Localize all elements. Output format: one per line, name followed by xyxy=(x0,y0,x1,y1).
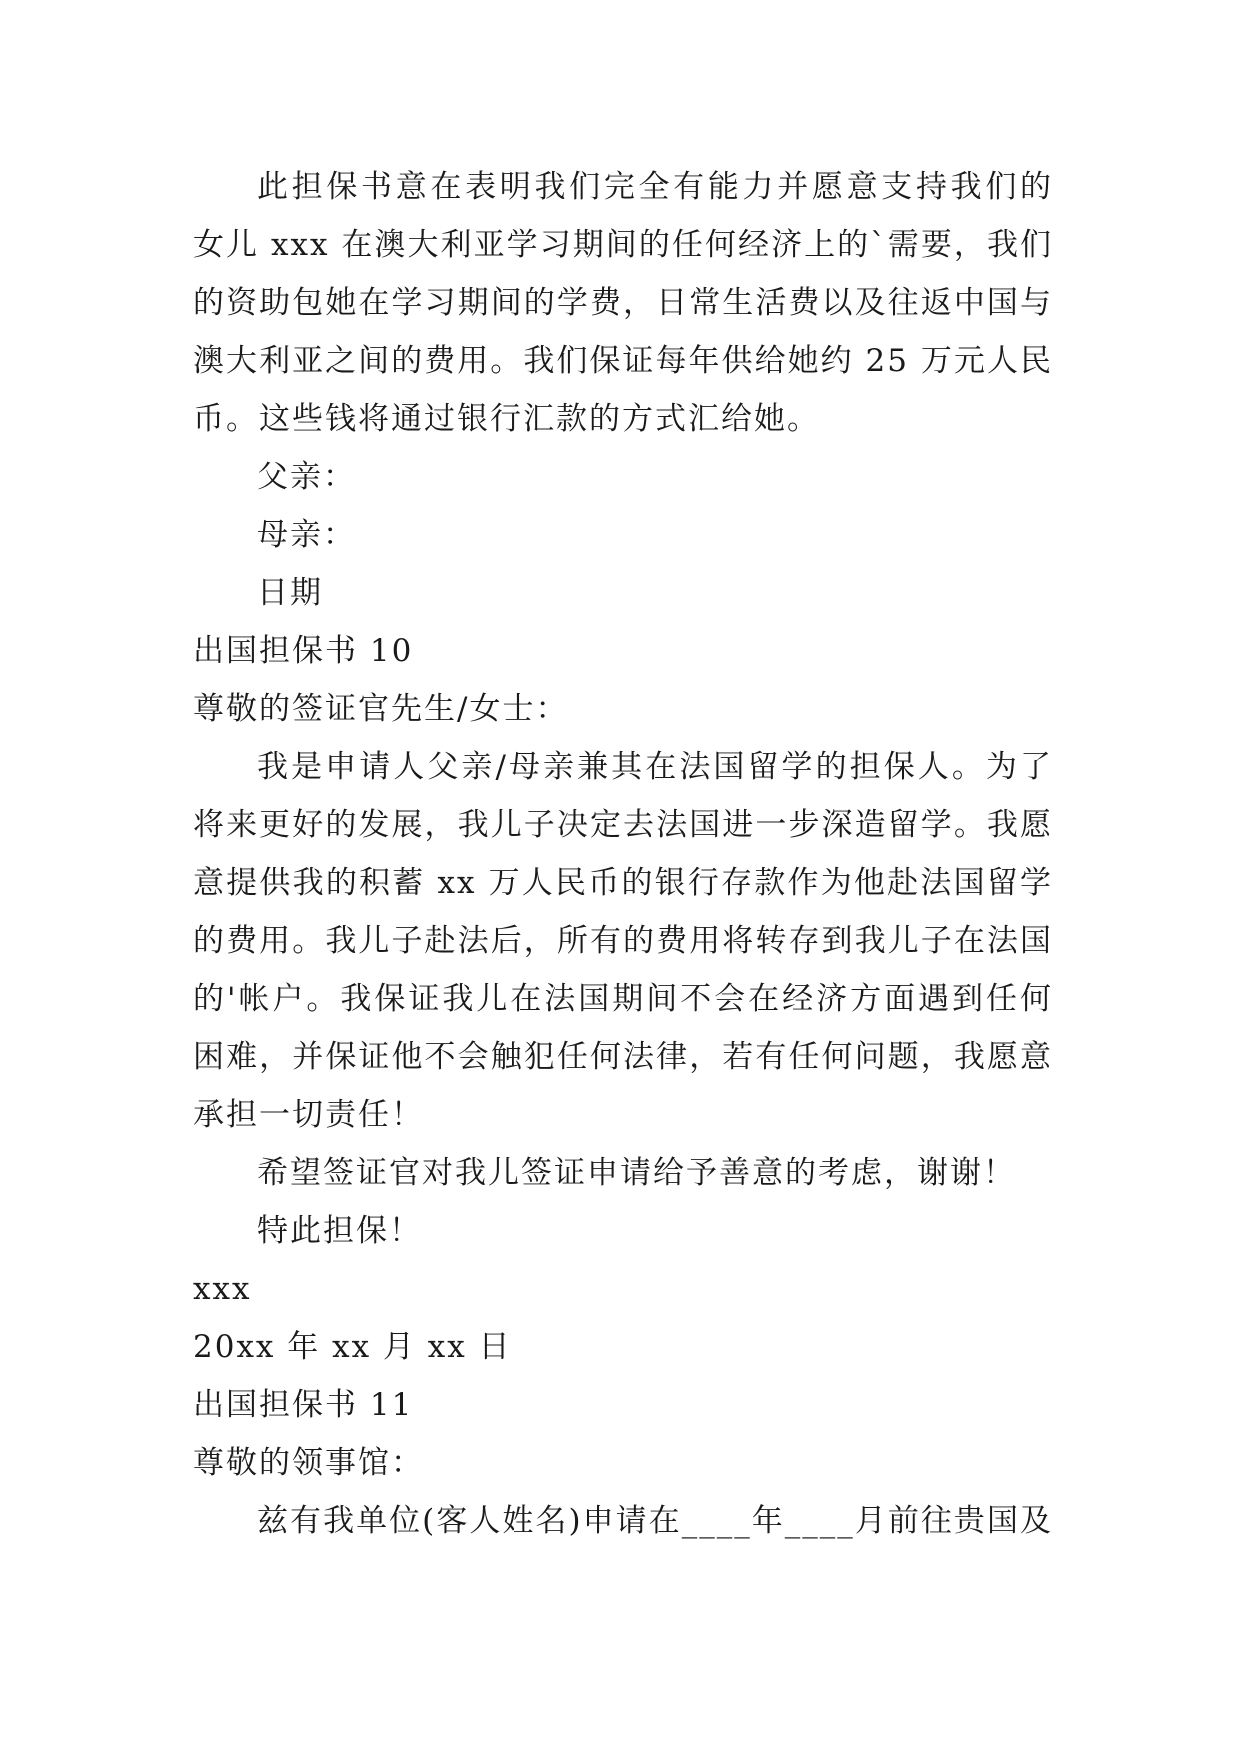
signer-name: xxx xyxy=(193,1271,252,1307)
signature-date: 20xx 年 xx 月 xx 日 xyxy=(193,1329,512,1365)
paragraph-line: 此担保书意在表明我们完全有能力并愿意支持我们的 xyxy=(257,169,1053,205)
paragraph-line: 困难，并保证他不会触犯任何法律，若有任何问题，我愿意 xyxy=(193,1039,1053,1075)
paragraph-line: 我是申请人父亲/母亲兼其在法国留学的担保人。为了 xyxy=(257,749,1053,785)
paragraph-line: 将来更好的发展，我儿子决定去法国进一步深造留学。我愿 xyxy=(193,807,1053,843)
document-body xyxy=(193,158,1053,1550)
salutation: 尊敬的领事馆： xyxy=(193,1445,424,1481)
paragraph-line: 的资助包她在学习期间的学费，日常生活费以及往返中国与 xyxy=(193,285,1053,321)
section-title: 出国担保书 10 xyxy=(193,633,414,669)
paragraph-line: 澳大利亚之间的费用。我们保证每年供给她约 25 万元人民 xyxy=(193,343,1053,379)
paragraph-line: 兹有我单位(客人姓名)申请在____年____月前往贵国及 xyxy=(257,1503,1053,1539)
paragraph-line: 承担一切责任！ xyxy=(193,1097,424,1133)
paragraph-line: 希望签证官对我儿签证申请给予善意的考虑，谢谢！ xyxy=(257,1155,1016,1191)
paragraph-line: 特此担保！ xyxy=(257,1213,422,1249)
paragraph-line: 币。这些钱将通过银行汇款的方式汇给她。 xyxy=(193,401,820,437)
paragraph-line: 意提供我的积蓄 xx 万人民币的银行存款作为他赴法国留学 xyxy=(193,865,1053,901)
salutation: 尊敬的签证官先生/女士： xyxy=(193,691,569,727)
date-label: 日期 xyxy=(257,575,323,611)
paragraph-line: 的'帐户。我保证我儿在法国期间不会在经济方面遇到任何 xyxy=(193,981,1053,1017)
mother-signature-label: 母亲： xyxy=(257,517,356,553)
paragraph-line: 的费用。我儿子赴法后，所有的费用将转存到我儿子在法国 xyxy=(193,923,1053,959)
paragraph-line: 女儿 xxx 在澳大利亚学习期间的任何经济上的`需要，我们 xyxy=(193,227,1053,263)
section-title: 出国担保书 11 xyxy=(193,1387,414,1423)
father-signature-label: 父亲： xyxy=(257,459,356,495)
